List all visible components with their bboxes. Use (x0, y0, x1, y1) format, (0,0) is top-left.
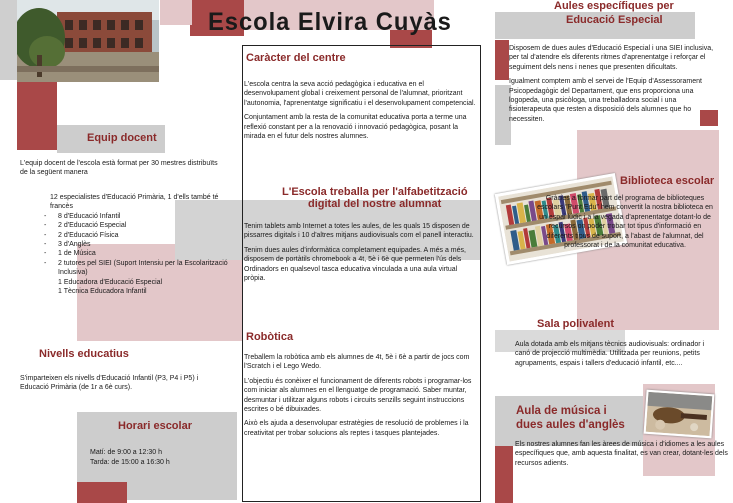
musica-heading-2: dues aules d'anglès (516, 419, 625, 431)
caracter-paragraph-1: L'escola centra la seva acció pedagògica i educativa en el desenvolupament global i creixement personal de l'alumnat, prioritzant l'autonomia, l'aprenentatge significatiu i el desenvolupament competencial. (244, 81, 476, 107)
musica-text: Els nostres alumnes fan les àrees de música i d'idiomes a les aules específiques que, amb aquesta finalitat, es van crear, dotant-les dels recursos adients. (515, 441, 728, 467)
musica-heading-1: Aula de música i (516, 405, 607, 417)
equip-docent-intro: L'equip docent de l'escola està format per 30 mestres distribuïts de la següent manera (20, 160, 218, 177)
robotica-paragraph-2: L'objectiu és conèixer el funcionament de diferents robots i programar-los com iniciar als alumnes en el llenguatge de programació. Saber muntar, desmuntar i utilitzar alguns robots i circuits senzills seguint instruccions escrites o bé dibuixades. (244, 377, 472, 414)
horari-heading: Horari escolar (118, 420, 192, 432)
list-item: 1 Educadora d'Educació Especial (58, 278, 163, 286)
aules-heading-1: Aules específiques per (554, 0, 674, 12)
deco-pink-title-left (160, 0, 192, 25)
caracter-heading: Caràcter del centre (246, 52, 346, 64)
horari-line-1: Matí: de 9:00 a 12:30 h (90, 449, 162, 456)
alfabetitzacio-paragraph-1: Tenim tablets amb Internet a totes les aules, de les quals 15 disposen de pissarres digitals i 10 d'altres mitjans audiovisuals com el panell interactiu. (244, 223, 474, 240)
robotica-paragraph-1: Treballem la robòtica amb els alumnes de 4t, 5è i 6è a partir de jocs com l'Scratch i el Lego Wedo. (244, 354, 470, 371)
deco-grey-top (0, 0, 18, 80)
biblioteca-text: Gràcies a formar part del programa de biblioteques escolars "Punt Edu" hem convertit la nostra biblioteca en un espai lúdic i a la vegada d'aprenentatge dotant-lo de recursos on poder trobar tot tipus d'informació en diferents tipus de suport, a l'abast de l'alumnat, del professorat i de la comunitat educativa. (537, 195, 713, 250)
equip-docent-heading: Equip docent (87, 132, 157, 144)
deco-maroon-left (17, 70, 57, 150)
deco-maroon-right-top (495, 40, 509, 80)
deco-maroon-bottom-left (77, 482, 127, 503)
caracter-text (244, 80, 476, 146)
nivells-heading: Nivells educatius (39, 348, 129, 360)
robotica-text (244, 353, 476, 443)
aules-paragraph-2: Igualment comptem amb el servei de l'Equip d'Assessorament Psicopedagògic del Departament, que ens proporciona una logopeda, una psicòloga, una treballadora social i una fisioterapeuta que resten a disposició dels alumnes que ho necessiten. (509, 78, 702, 123)
alfabetitzacio-heading-2: digital del nostre alumnat (308, 198, 442, 210)
aules-heading-2: Educació Especial (566, 14, 663, 26)
list-item: - 2 d'Educació Física (58, 231, 228, 240)
nivells-text: S'imparteixen els nivells d'Educació Infantil (P3, P4 i P5) i Educació Primària (de 1r a 6è curs). (20, 375, 199, 392)
list-item: - 2 tutores pel SIEI (Suport Intensiu per la Escolarització Inclusiva) (58, 259, 228, 278)
music-photo (644, 390, 715, 439)
list-item: 1 Tècnica Educadora Infantil (58, 288, 147, 296)
list-item: - 1 de Música (58, 249, 228, 258)
sala-text: Aula dotada amb els mitjans tècnics audiovisuals: ordinador i canó de projecció multimèdia. Utilitzada per reunions, petits agrupaments, espais i tallers d'educació infantil, etc.... (515, 341, 705, 367)
alfabetitzacio-heading-1: L'Escola treballa per l'alfabetització (282, 186, 468, 198)
alfabetitzacio-text (244, 222, 476, 288)
equip-docent-list (50, 193, 228, 296)
school-photo (17, 0, 159, 82)
deco-maroon-bottom-right (495, 446, 513, 503)
caracter-paragraph-2: Conjuntament amb la resta de la comunitat educativa porta a terme una reflexió constant per a la renovació i innovació pedagògica, posant la mirada en el futur dels nostres alumnes. (244, 114, 467, 141)
list-item: - 3 d'Anglès (58, 240, 228, 249)
alfabetitzacio-paragraph-2: Tenim dues aules d'informàtica completament equipades. A més a més, disposem de portàtils chromebook a 4t, 5è i 6è que permeten l'ús dels Ordinadors en qualsevol tasca educativa vinculada a una aula virtual pròpia. (244, 246, 466, 283)
biblioteca-heading: Biblioteca escolar (620, 175, 715, 187)
aules-paragraph-1: Disposem de dues aules d'Educació Especial i una SIEI inclusiva, per tal d'atendre els diferents ritmes d'aprenentatge i reforçar el seguiment dels nens i nenes que presenten dificultats. (509, 45, 714, 71)
robotica-paragraph-3: Això els ajuda a desenvolupar estratègies de resolució de problemes i la creativitat per trobar solucions als reptes i tasques plantejades. (244, 420, 469, 437)
robotica-heading: Robòtica (246, 331, 294, 343)
horari-line-2: Tarda: de 15:00 a 16:30 h (90, 459, 170, 466)
sala-heading: Sala polivalent (537, 318, 615, 330)
list-item: 12 especialistes d'Educació Primària, 1 d'ells també té francès (50, 194, 219, 211)
list-item: - 8 d'Educació Infantil (58, 212, 228, 221)
page-title: Escola Elvira Cuyàs (208, 8, 452, 36)
aules-text (509, 44, 719, 129)
list-item: - 2 d'Educació Especial (58, 221, 228, 230)
